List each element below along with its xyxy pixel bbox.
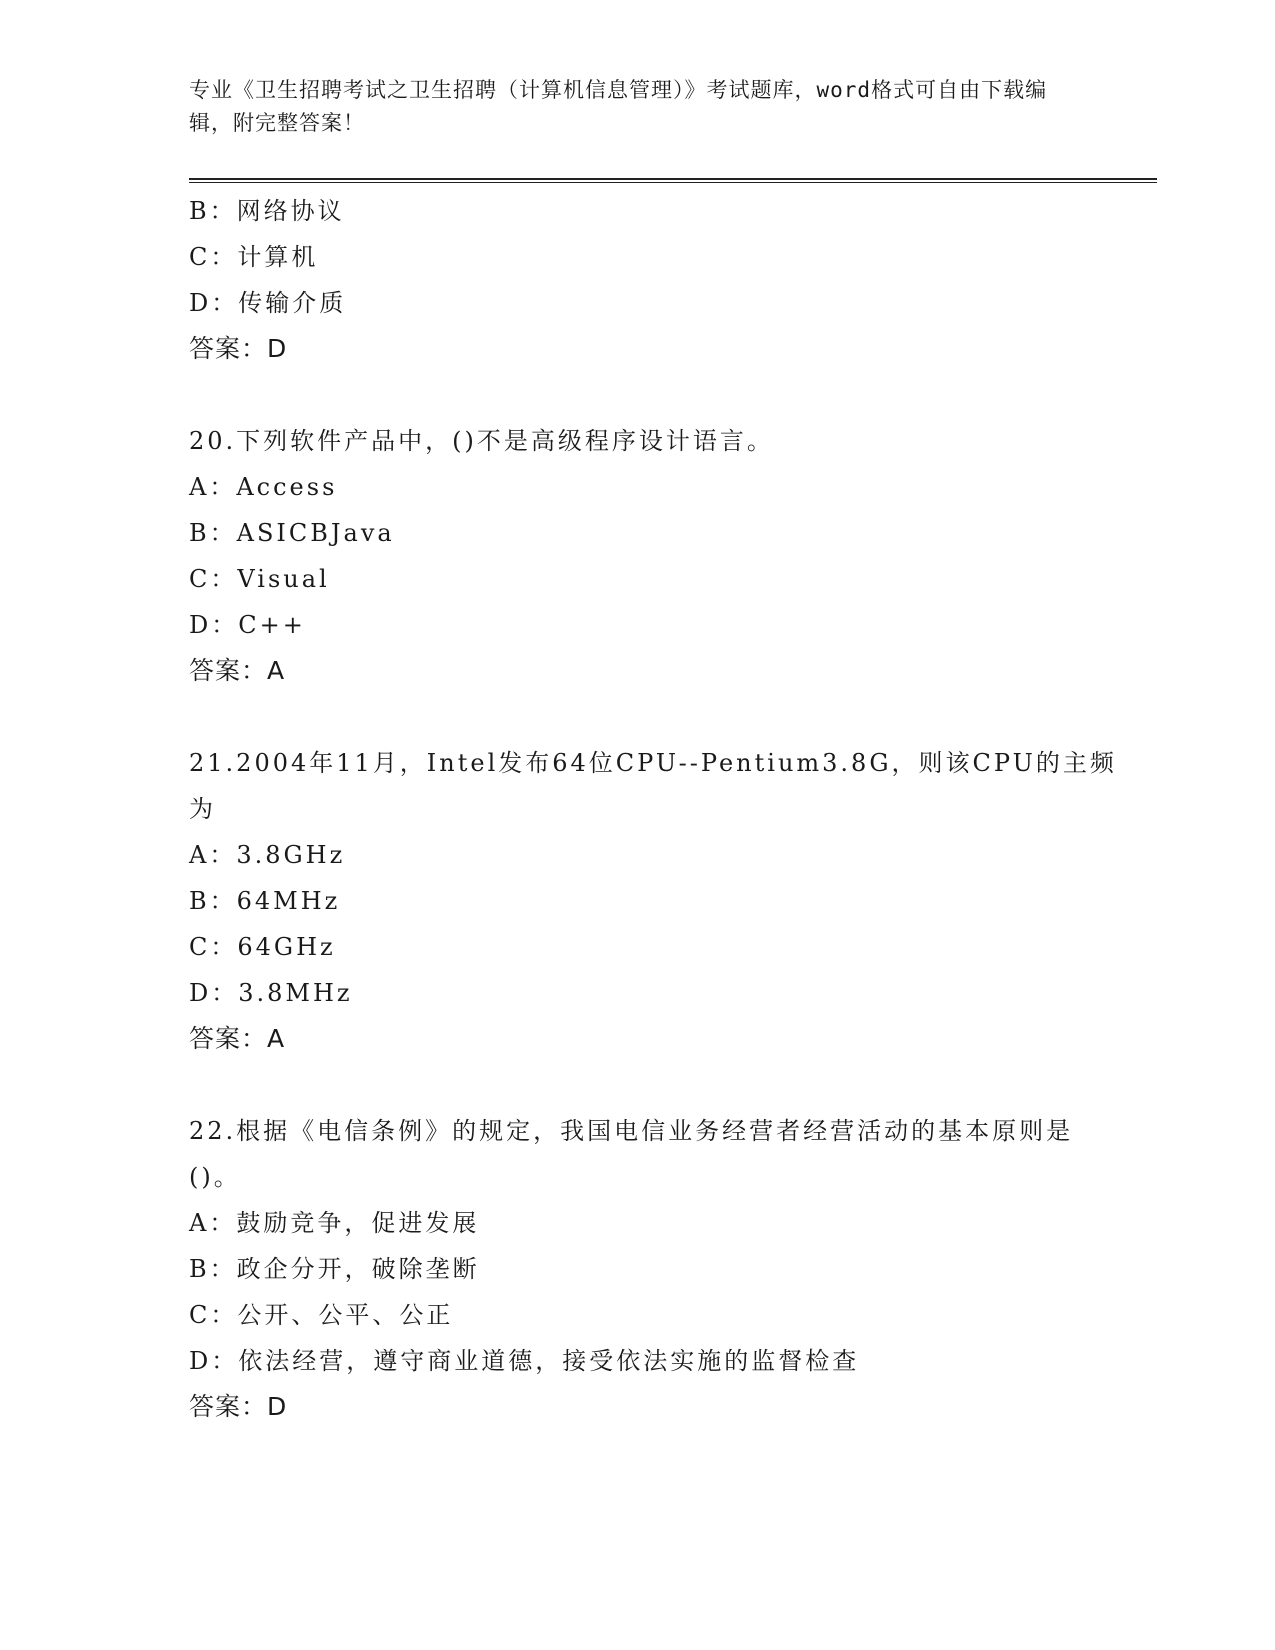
question-21	[189, 740, 1119, 1062]
question-text: 22.根据《电信条例》的规定，我国电信业务经营者经营活动的基本原则是()。	[189, 1117, 1074, 1191]
option-c: C：64GHz	[189, 933, 336, 961]
spacer	[189, 694, 1119, 740]
spacer	[189, 372, 1119, 418]
option-c: C：公开、公平、公正	[189, 1301, 454, 1329]
answer: 答案：A	[189, 1024, 286, 1053]
question-19-continuation	[189, 188, 1119, 372]
option-d: D：依法经营，遵守商业道德，接受依法实施的监督检查	[189, 1347, 860, 1375]
answer: 答案：A	[189, 656, 286, 685]
answer: 答案：D	[189, 1392, 288, 1421]
option-b: B：ASICBJava	[189, 519, 395, 547]
option-a: A：鼓励竞争，促进发展	[189, 1209, 480, 1237]
option-c: C：计算机	[189, 243, 319, 271]
option-a: A：3.8GHz	[189, 841, 346, 869]
option-d: D：传输介质	[189, 289, 347, 317]
answer: 答案：D	[189, 334, 288, 363]
header-divider	[189, 178, 1157, 183]
option-b: B：网络协议	[189, 197, 345, 225]
question-22	[189, 1108, 1119, 1430]
option-c: C：Visual	[189, 565, 330, 593]
question-text: 20.下列软件产品中，()不是高级程序设计语言。	[189, 427, 774, 455]
spacer	[189, 1062, 1119, 1108]
document-header: 专业《卫生招聘考试之卫生招聘（计算机信息管理）》考试题库，word格式可自由下载编辑，附完整答案！	[189, 78, 1048, 135]
option-a: A：Access	[189, 473, 338, 501]
question-text: 21.2004年11月，Intel发布64位CPU--Pentium3.8G，则该CPU的主频为	[189, 749, 1117, 823]
document-body	[189, 188, 1119, 1430]
option-b: B：64MHz	[189, 887, 341, 915]
question-20	[189, 418, 1119, 694]
option-b: B：政企分开，破除垄断	[189, 1255, 480, 1283]
option-d: D：3.8MHz	[189, 979, 353, 1007]
option-d: D：C++	[189, 611, 306, 639]
